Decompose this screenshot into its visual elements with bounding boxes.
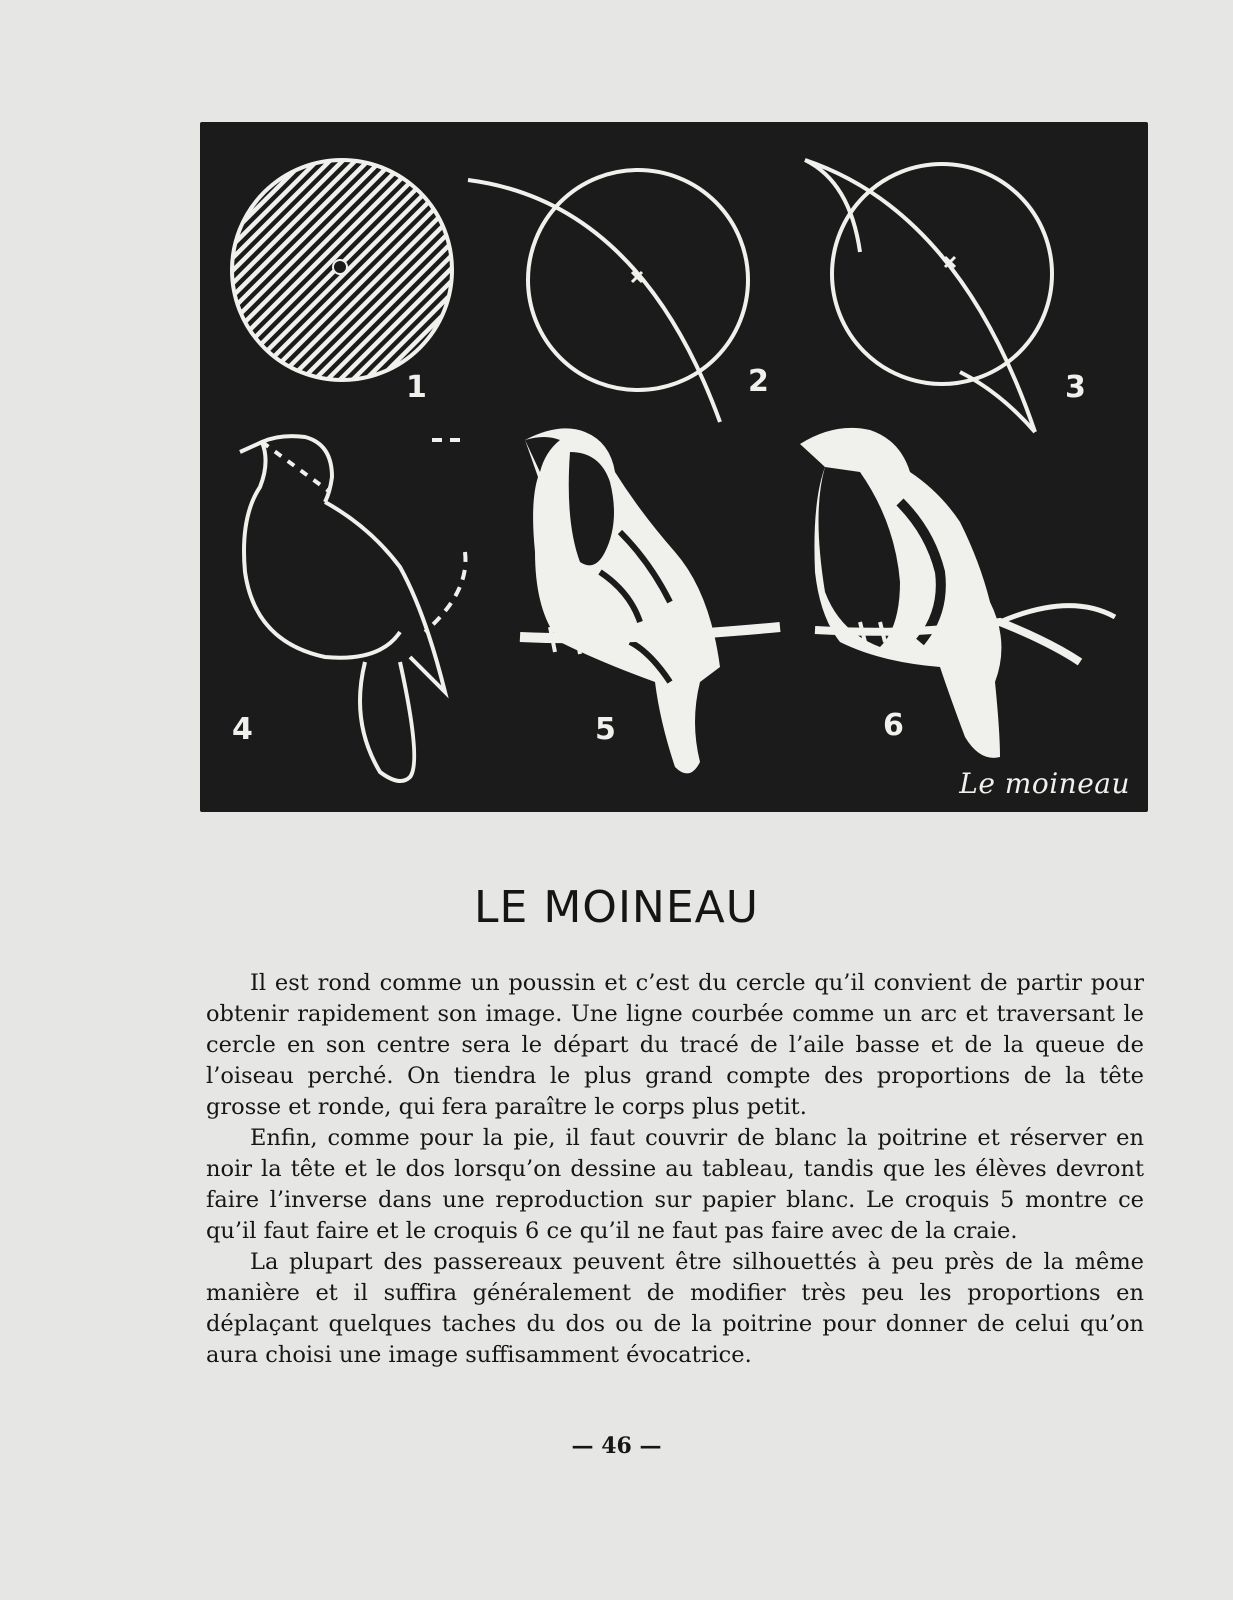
step-label-3: 3: [1065, 370, 1086, 405]
chalkboard-illustration: [200, 122, 1148, 812]
step-4-outline-sparrow: [240, 436, 466, 781]
step-label-2: 2: [748, 364, 769, 399]
paragraph: Il est rond comme un poussin et c’est du cercle qu’il convient de partir pour obtenir rapidement son image. Une ligne courbée comme un arc et traversant le cercle en son centre sera le départ du tracé de l’aile basse et de la queue de l’oiseau perché. On tiendra le plus grand compte des proportions de la tête grosse et ronde, qui fera paraître le corps plus petit.: [206, 970, 1144, 1120]
page-number: — 46 —: [571, 1433, 662, 1459]
page-title: LE MOINEAU: [474, 882, 759, 933]
figure-caption: Le moineau: [959, 767, 1130, 800]
step-5-sparrow-white-breast: [520, 428, 780, 773]
step-label-1: 1: [406, 370, 427, 405]
step-label-4: 4: [232, 712, 253, 747]
step-3-circle-with-wing: [805, 160, 1052, 432]
step-2-circle-with-arc: [468, 170, 748, 422]
paragraph: Enfin, comme pour la pie, il faut couvrir de blanc la poitrine et réserver en noir la tête et le dos lorsqu’on dessine au tableau, tandis que les élèves devront faire l’inverse dans une reproduction sur papier blanc. Le croquis 5 montre ce qu’il faut faire et le croquis 6 ce qu’il ne faut pas faire avec de la craie.: [206, 1125, 1144, 1244]
step-label-5: 5: [595, 712, 616, 747]
article-body: [206, 968, 1144, 1371]
paragraph: La plupart des passereaux peuvent être silhouettés à peu près de la même manière et il suffira généralement de modifier très peu les proportions en déplaçant quelques taches du dos ou de la poitrine pour donner de celui qu’on aura choisi une image suffisamment évocatrice.: [206, 1249, 1144, 1368]
step-6-sparrow-white-back: [800, 428, 1115, 758]
step-1-hatched-circle: [232, 160, 452, 380]
step-label-6: 6: [883, 708, 904, 743]
sparrow-drawing-steps: [200, 122, 1148, 812]
